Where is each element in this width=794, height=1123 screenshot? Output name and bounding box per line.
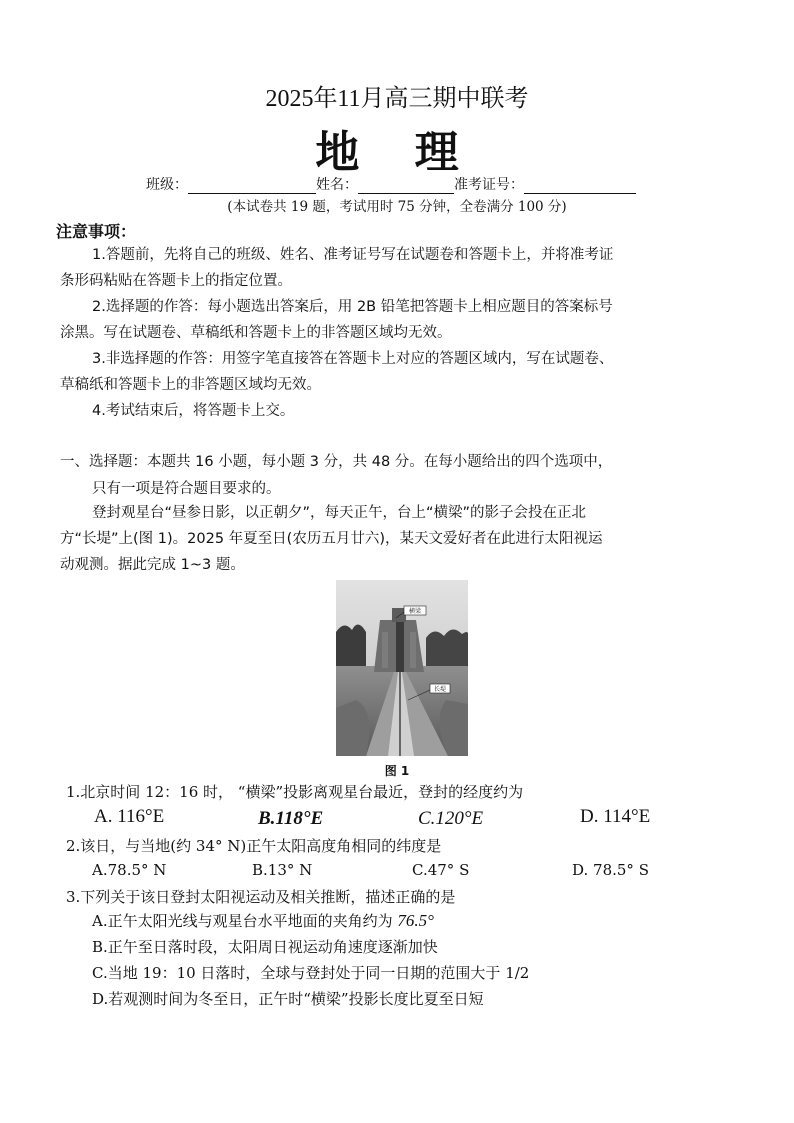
q2-option-c[interactable]: C.47° S [412,861,470,879]
q1-option-a[interactable]: A. 116°E [94,806,165,827]
notice-item: 条形码粘贴在答题卡上的指定位置。 [60,273,292,289]
class-field[interactable] [188,179,316,194]
exam-title: 2025年11月高三期中联考 [265,86,529,112]
label-dike: 长堤 [433,686,447,693]
q3-option-c[interactable]: C.当地 19：10 日落时，全球与登封处于同一日期的范围大于 1/2 [92,964,530,982]
q2-option-b[interactable]: B.13° N [252,861,313,879]
intro-text: 登封观星台“昼参日影，以正朝夕”，每天正午，台上“横梁”的影子会投在正北 [92,505,587,521]
question-3-stem: 3.下列关于该日登封太阳视运动及相关推断，描述正确的是 [66,888,456,906]
q3-option-a[interactable] [92,910,434,931]
notice-item: 3.非选择题的作答：用签字笔直接答在答题卡上对应的答题区域内，写在试题卷、 [92,351,614,367]
q3-option-a-text: A.正午太阳光线与观星台水平地面的夹角约为 [92,912,398,930]
q3-option-b[interactable]: B.正午至日落时段，太阳周日视运动角速度逐渐加快 [92,938,438,956]
exam-info: (本试卷共 19 题，考试用时 75 分钟，全卷满分 100 分) [227,199,567,215]
notice-item: 草稿纸和答题卡上的非答题区域均无效。 [60,377,321,393]
subject-title: 地 理 [315,127,479,178]
section-heading-cont: 只有一项是符合题目要求的。 [92,481,281,497]
notice-item: 4.考试结束后，将答题卡上交。 [92,403,295,419]
notice-item: 涂黑。写在试题卷、草稿纸和答题卡上的非答题区域均无效。 [60,325,452,341]
notice-item: 2.选择题的作答：每小题选出答案后，用 2B 铅笔把答题卡上相应题目的答案标号 [92,299,613,315]
q2-option-a[interactable]: A.78.5° N [92,861,167,879]
intro-text: 动观测。据此完成 1~3 题。 [60,557,245,573]
student-info-line [146,174,636,194]
figure-caption: 图 1 [384,764,410,778]
q1-option-b[interactable]: B.118°E [258,808,324,829]
notice-heading: 注意事项： [56,222,137,241]
id-label: 准考证号： [454,177,524,193]
q1-option-c[interactable]: C.120°E [418,808,484,829]
name-label: 姓名： [316,177,358,193]
name-field[interactable] [358,179,454,194]
intro-text: 方“长堤”上(图 1)。2025 年夏至日(农历五月廿六)，某天文爱好者在此进行太阳视运 [60,531,603,547]
q1-option-d[interactable]: D. 114°E [580,806,651,827]
id-field[interactable] [524,179,636,194]
q3-option-d[interactable]: D.若观测时间为冬至日，正午时“横梁”投影长度比夏至日短 [92,990,484,1008]
observatory-photo [336,580,468,756]
class-label: 班级： [146,177,188,193]
q3-option-a-value: 76.5° [397,911,434,930]
question-1-stem: 1.北京时间 12：16 时， “横梁”投影离观星台最近，登封的经度约为 [66,783,524,801]
notice-item: 1.答题前，先将自己的班级、姓名、准考证号写在试题卷和答题卡上，并将准考证 [92,247,614,263]
q2-option-d[interactable]: D. 78.5° S [572,861,649,879]
section-heading: 一、选择题：本题共 16 小题，每小题 3 分，共 48 分。在每小题给出的四个选项中， [60,454,613,470]
question-2-stem: 2.该日，与当地(约 34° N)正午太阳高度角相同的纬度是 [66,837,442,855]
label-beam: 横梁 [408,608,422,615]
